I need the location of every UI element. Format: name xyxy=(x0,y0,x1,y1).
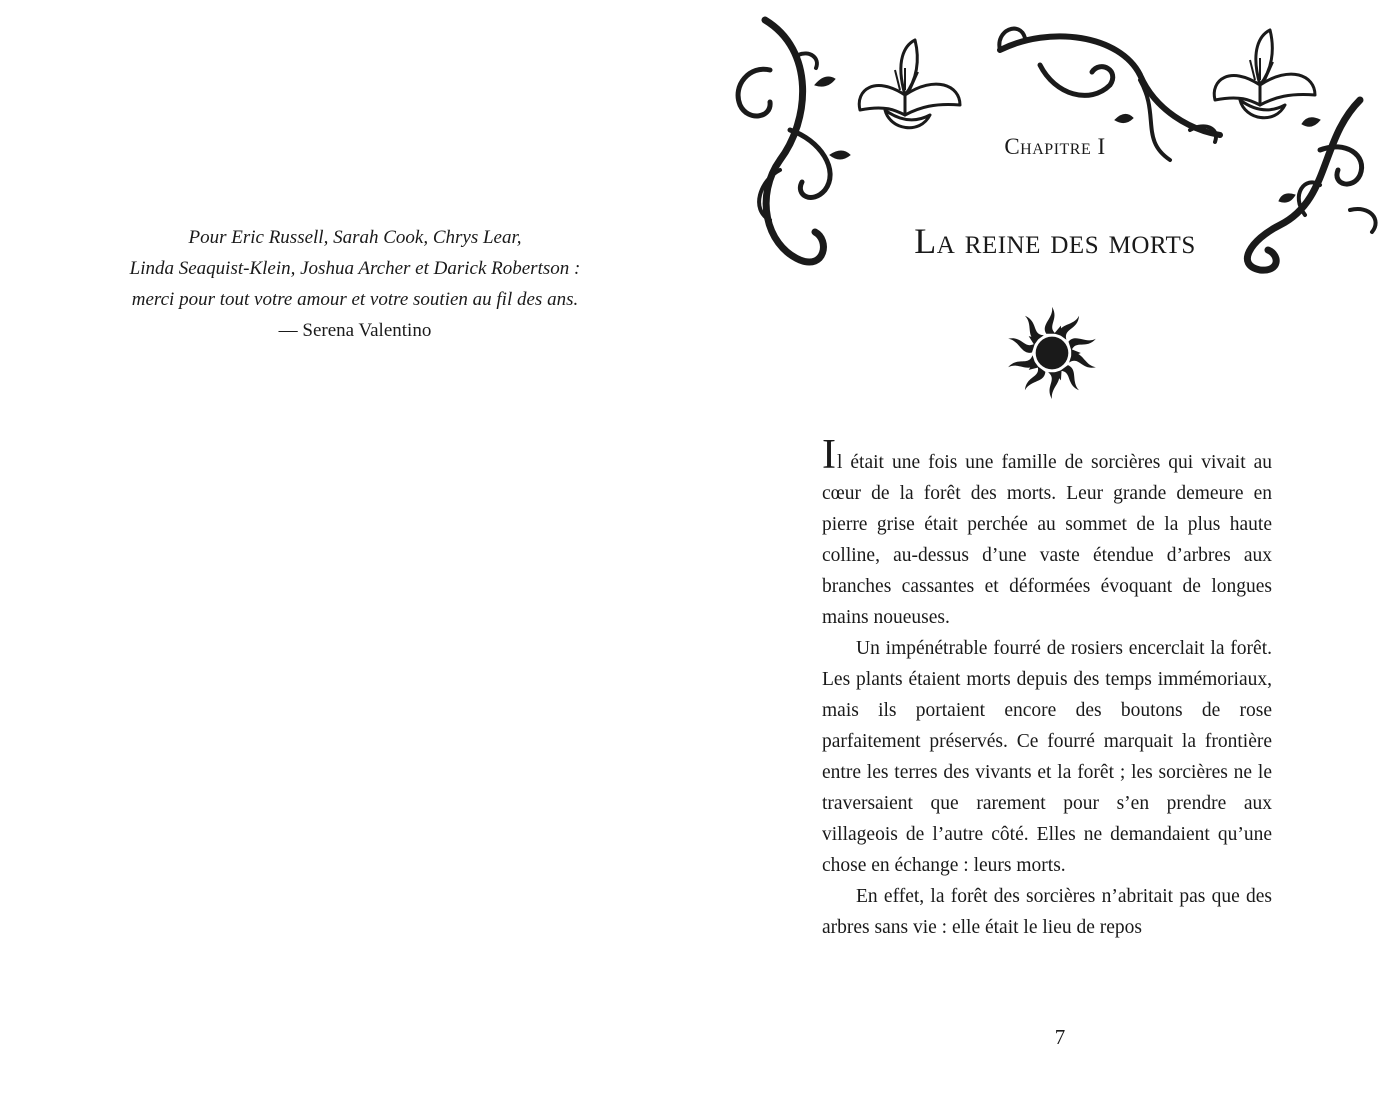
paragraph-text: l était une fois une famille de sorcières qui vivait au cœur de la forêt des morts. Leur grande demeure en pierre grise était perchée au sommet de la plus haute colline, au-dessus d’une vaste étendue d’arbres aux branches cassantes et déformées évoquant de longues mains noueuses. xyxy=(822,452,1272,628)
paragraph xyxy=(822,432,1272,633)
dedication-signature: — Serena Valentino xyxy=(278,320,432,341)
paragraph: En effet, la forêt des sorcières n’abritait pas que des arbres sans vie : elle était le lieu de repos xyxy=(822,886,1272,938)
drop-cap: I xyxy=(822,432,836,478)
dedication-line: merci pour tout votre amour et votre soutien au fil des ans. xyxy=(131,289,579,310)
chapter-title: La reine des morts xyxy=(914,221,1196,261)
paragraph: Un impénétrable fourré de rosiers encerclait la forêt. Les plants étaient morts depuis des temps immémoriaux, mais ils portaient encore des boutons de rose parfaitement préservés. Ce fourré marquait la frontière entre les terres des vivants et la forêt ; les sorcières ne le traversaient que rarement pour s’en prendre aux villageois de l’autre côté. Elles ne demandaient qu’une chose en échange : leurs morts. xyxy=(822,638,1272,876)
sun-icon xyxy=(1004,305,1100,401)
chapter-body xyxy=(822,432,1272,943)
page-number: 7 xyxy=(1054,1025,1066,1049)
dedication-line: Pour Eric Russell, Sarah Cook, Chrys Lear, xyxy=(188,227,522,248)
chapter-label: Chapitre I xyxy=(1004,134,1106,159)
dedication xyxy=(60,222,650,346)
dedication-line: Linda Seaquist-Klein, Joshua Archer et Darick Robertson : xyxy=(129,258,581,279)
